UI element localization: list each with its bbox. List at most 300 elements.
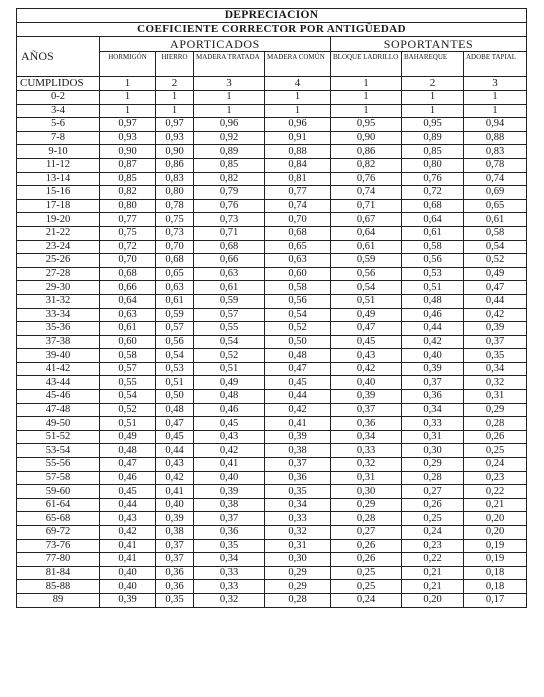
coefficient-cell: 0,24 [331,593,402,607]
coefficient-cell: 0,54 [156,349,194,363]
coefficient-cell: 0,28 [464,417,527,431]
coefficient-cell: 0,83 [156,172,194,186]
coefficient-cell: 0,25 [331,580,402,594]
coefficient-cell: 0,59 [331,254,402,268]
coefficient-cell: 0,84 [265,158,331,172]
coefficient-cell: 0,37 [265,458,331,472]
years-cell: 73-76 [17,539,100,553]
coefficient-cell: 0,60 [100,335,156,349]
coefficient-cell: 0,89 [194,145,265,159]
coefficient-cell: 0,56 [331,267,402,281]
years-cell: 57-58 [17,471,100,485]
coefficient-cell: 0,42 [194,444,265,458]
coefficient-cell: 0,65 [464,199,527,213]
years-cell: 21-22 [17,226,100,240]
coefficient-cell: 0,92 [194,131,265,145]
coefficient-cell: 0,33 [194,580,265,594]
coefficient-cell: 0,90 [100,145,156,159]
coefficient-cell: 1 [194,104,265,118]
coefficient-cell: 0,49 [331,308,402,322]
table-row [17,444,527,458]
coefficient-cell: 0,97 [100,118,156,132]
coefficient-cell: 0,29 [402,458,464,472]
table-row [17,213,527,227]
coefficient-cell: 0,22 [402,553,464,567]
coefficient-cell: 0,26 [331,553,402,567]
coefficient-cell: 0,69 [464,186,527,200]
coefficient-cell: 0,88 [265,145,331,159]
column-number: 3 [464,77,527,91]
coefficient-cell: 0,47 [100,458,156,472]
coefficient-cell: 0,86 [156,158,194,172]
coefficient-cell: 0,58 [402,240,464,254]
years-cell: 27-28 [17,267,100,281]
cumplidos-header: CUMPLIDOS [17,77,100,91]
years-cell: 39-40 [17,349,100,363]
coefficient-cell: 0,87 [100,158,156,172]
coefficient-cell: 0,41 [194,458,265,472]
coefficient-cell: 0,54 [265,308,331,322]
coefficient-cell: 0,80 [402,158,464,172]
coefficient-cell: 0,58 [100,349,156,363]
coefficient-cell: 0,39 [100,593,156,607]
years-cell: 15-16 [17,186,100,200]
coefficient-cell: 0,79 [194,186,265,200]
coefficient-cell: 0,74 [464,172,527,186]
coefficient-cell: 0,38 [194,498,265,512]
coefficient-cell: 0,80 [100,199,156,213]
coefficient-cell: 0,63 [100,308,156,322]
coefficient-cell: 0,45 [156,430,194,444]
years-cell: 89 [17,593,100,607]
coefficient-cell: 0,76 [331,172,402,186]
coefficient-cell: 0,37 [331,403,402,417]
coefficient-cell: 0,33 [265,512,331,526]
years-cell: 51-52 [17,430,100,444]
coefficient-cell: 0,56 [265,294,331,308]
column-number: 4 [265,77,331,91]
table-row [17,580,527,594]
coefficient-cell: 0,27 [331,526,402,540]
coefficient-cell: 0,27 [402,485,464,499]
coefficient-cell: 1 [331,104,402,118]
coefficient-cell: 0,20 [464,526,527,540]
coefficient-cell: 0,30 [331,485,402,499]
coefficient-cell: 0,81 [265,172,331,186]
coefficient-cell: 0,97 [156,118,194,132]
table-title: DEPRECIACIÓN [17,9,527,23]
coefficient-cell: 0,72 [402,186,464,200]
coefficient-cell: 0,39 [331,390,402,404]
table-subtitle: COEFICIENTE CORRECTOR POR ANTIGÜEDAD [17,23,527,37]
coefficient-cell: 0,61 [156,294,194,308]
years-cell: 69-72 [17,526,100,540]
coefficient-cell: 0,41 [100,553,156,567]
coefficient-cell: 0,46 [402,308,464,322]
coefficient-cell: 0,61 [402,226,464,240]
coefficient-cell: 0,36 [194,526,265,540]
coefficient-cell: 0,45 [100,485,156,499]
coefficient-cell: 0,80 [156,186,194,200]
coefficient-cell: 0,26 [402,498,464,512]
table-row [17,308,527,322]
table-row [17,145,527,159]
coefficient-cell: 0,25 [402,512,464,526]
coefficient-cell: 0,21 [402,580,464,594]
table-row [17,91,527,105]
table-row [17,186,527,200]
column-header-madera-comun: MADERA COMÚN [265,52,331,77]
coefficient-cell: 0,23 [464,471,527,485]
table-row [17,362,527,376]
table-row [17,512,527,526]
years-cell: 3-4 [17,104,100,118]
coefficient-cell: 0,59 [194,294,265,308]
table-row [17,539,527,553]
coefficient-cell: 0,76 [402,172,464,186]
coefficient-cell: 0,90 [331,131,402,145]
aporticados-group-header: APORTICADOS [100,37,331,52]
column-header-bahareque: BAHAREQUE [402,52,464,77]
table-row [17,104,527,118]
coefficient-cell: 1 [464,104,527,118]
coefficient-cell: 0,24 [464,458,527,472]
table-row [17,566,527,580]
coefficient-cell: 0,31 [464,390,527,404]
coefficient-cell: 0,52 [464,254,527,268]
depreciation-sheet [16,8,526,608]
coefficient-cell: 0,36 [156,566,194,580]
coefficient-cell: 0,46 [194,403,265,417]
table-row [17,390,527,404]
column-number: 2 [402,77,464,91]
column-number: 3 [194,77,265,91]
coefficient-cell: 0,28 [265,593,331,607]
coefficient-cell: 0,57 [194,308,265,322]
years-cell: 7-8 [17,131,100,145]
coefficient-cell: 0,64 [402,213,464,227]
coefficient-cell: 0,54 [100,390,156,404]
coefficient-cell: 0,20 [402,593,464,607]
coefficient-cell: 0,58 [265,281,331,295]
coefficient-cell: 0,43 [194,430,265,444]
coefficient-cell: 0,19 [464,553,527,567]
coefficient-cell: 0,34 [402,403,464,417]
table-row [17,458,527,472]
coefficient-cell: 0,43 [331,349,402,363]
coefficient-cell: 1 [331,91,402,105]
coefficient-cell: 0,26 [464,430,527,444]
coefficient-cell: 0,18 [464,580,527,594]
coefficient-cell: 0,40 [402,349,464,363]
coefficient-cell: 0,95 [331,118,402,132]
coefficient-cell: 0,39 [464,322,527,336]
years-cell: 81-84 [17,566,100,580]
coefficient-cell: 0,44 [156,444,194,458]
coefficient-cell: 0,32 [265,526,331,540]
coefficient-cell: 0,63 [156,281,194,295]
coefficient-cell: 0,40 [100,580,156,594]
coefficient-cell: 0,44 [265,390,331,404]
years-cell: 5-6 [17,118,100,132]
coefficient-cell: 0,38 [156,526,194,540]
years-cell: 45-46 [17,390,100,404]
years-cell: 47-48 [17,403,100,417]
coefficient-cell: 0,45 [265,376,331,390]
table-row [17,322,527,336]
coefficient-cell: 0,43 [100,512,156,526]
coefficient-cell: 0,77 [100,213,156,227]
coefficient-cell: 1 [156,91,194,105]
coefficient-cell: 0,59 [156,308,194,322]
coefficient-cell: 0,74 [331,186,402,200]
coefficient-cell: 0,39 [265,430,331,444]
coefficient-cell: 0,70 [265,213,331,227]
table-row [17,199,527,213]
coefficient-cell: 0,52 [265,322,331,336]
coefficient-cell: 0,36 [156,580,194,594]
coefficient-cell: 0,21 [464,498,527,512]
coefficient-cell: 0,73 [194,213,265,227]
years-cell: 35-36 [17,322,100,336]
years-cell: 9-10 [17,145,100,159]
coefficient-cell: 0,17 [464,593,527,607]
coefficient-cell: 0,75 [100,226,156,240]
coefficient-cell: 0,61 [331,240,402,254]
coefficient-cell: 0,22 [464,485,527,499]
column-header-hormigon: HORMIGÓN [100,52,156,77]
coefficient-cell: 0,95 [402,118,464,132]
coefficient-cell: 0,74 [265,199,331,213]
coefficient-cell: 0,30 [265,553,331,567]
coefficient-cell: 0,24 [402,526,464,540]
coefficient-cell: 0,39 [402,362,464,376]
coefficient-cell: 0,40 [156,498,194,512]
table-row [17,335,527,349]
coefficient-cell: 1 [265,91,331,105]
years-cell: 85-88 [17,580,100,594]
coefficient-cell: 0,70 [100,254,156,268]
coefficient-cell: 0,42 [331,362,402,376]
years-cell: 0-2 [17,91,100,105]
coefficient-cell: 0,77 [265,186,331,200]
coefficient-cell: 0,71 [194,226,265,240]
coefficient-cell: 0,47 [331,322,402,336]
coefficient-cell: 0,35 [156,593,194,607]
coefficient-cell: 0,51 [156,376,194,390]
coefficient-cell: 0,39 [194,485,265,499]
coefficient-cell: 0,73 [156,226,194,240]
coefficient-cell: 0,63 [194,267,265,281]
anos-header: AÑOS [17,37,100,77]
coefficient-cell: 0,41 [100,539,156,553]
coefficient-cell: 0,58 [464,226,527,240]
coefficient-cell: 0,93 [156,131,194,145]
coefficient-cell: 0,34 [265,498,331,512]
coefficient-cell: 0,71 [331,199,402,213]
coefficient-cell: 0,51 [100,417,156,431]
years-cell: 25-26 [17,254,100,268]
coefficient-cell: 0,67 [331,213,402,227]
coefficient-cell: 1 [265,104,331,118]
coefficient-cell: 0,49 [100,430,156,444]
coefficient-cell: 1 [402,91,464,105]
years-cell: 29-30 [17,281,100,295]
coefficient-cell: 0,82 [100,186,156,200]
years-cell: 13-14 [17,172,100,186]
coefficient-cell: 0,25 [464,444,527,458]
coefficient-cell: 0,47 [156,417,194,431]
column-header-madera-tratada: MADERA TRATADA [194,52,265,77]
coefficient-cell: 0,52 [100,403,156,417]
coefficient-cell: 0,29 [265,580,331,594]
coefficient-cell: 0,32 [464,376,527,390]
coefficient-cell: 0,64 [331,226,402,240]
coefficient-cell: 0,38 [265,444,331,458]
coefficient-cell: 0,32 [331,458,402,472]
table-row [17,118,527,132]
coefficient-cell: 0,45 [331,335,402,349]
coefficient-cell: 0,42 [464,308,527,322]
coefficient-cell: 0,34 [464,362,527,376]
table-row [17,593,527,607]
coefficient-cell: 0,78 [464,158,527,172]
coefficient-cell: 0,68 [100,267,156,281]
coefficient-cell: 1 [194,91,265,105]
coefficient-cell: 0,43 [156,458,194,472]
coefficient-cell: 0,48 [402,294,464,308]
years-cell: 33-34 [17,308,100,322]
coefficient-cell: 0,31 [331,471,402,485]
coefficient-cell: 0,42 [156,471,194,485]
coefficient-cell: 0,31 [402,430,464,444]
coefficient-cell: 0,82 [194,172,265,186]
coefficient-cell: 0,94 [464,118,527,132]
coefficient-cell: 0,85 [194,158,265,172]
coefficient-cell: 0,78 [156,199,194,213]
coefficient-cell: 0,36 [265,471,331,485]
years-cell: 11-12 [17,158,100,172]
column-header-bloque-ladrillo: BLOQUE LADRILLO [331,52,402,77]
table-row [17,294,527,308]
coefficient-cell: 0,50 [265,335,331,349]
coefficient-cell: 1 [100,91,156,105]
coefficient-cell: 0,83 [464,145,527,159]
coefficient-cell: 0,36 [331,417,402,431]
coefficient-cell: 0,40 [194,471,265,485]
coefficient-cell: 0,26 [331,539,402,553]
coefficient-cell: 0,39 [156,512,194,526]
coefficient-cell: 0,35 [194,539,265,553]
table-row [17,158,527,172]
depreciation-table [16,8,527,608]
coefficient-cell: 0,37 [464,335,527,349]
table-row [17,240,527,254]
coefficient-cell: 1 [100,104,156,118]
coefficient-cell: 0,53 [402,267,464,281]
coefficient-cell: 0,44 [402,322,464,336]
table-row [17,267,527,281]
table-row [17,226,527,240]
coefficient-cell: 0,37 [156,553,194,567]
coefficient-cell: 0,63 [265,254,331,268]
coefficient-cell: 0,28 [402,471,464,485]
coefficient-cell: 0,51 [402,281,464,295]
coefficient-cell: 0,68 [402,199,464,213]
coefficient-cell: 0,51 [194,362,265,376]
coefficient-cell: 0,65 [156,267,194,281]
coefficient-cell: 0,37 [402,376,464,390]
coefficient-cell: 0,86 [331,145,402,159]
coefficient-cell: 0,36 [402,390,464,404]
coefficient-cell: 0,31 [265,539,331,553]
years-cell: 53-54 [17,444,100,458]
coefficient-cell: 0,57 [100,362,156,376]
coefficient-cell: 0,48 [265,349,331,363]
table-row [17,349,527,363]
coefficient-cell: 0,40 [331,376,402,390]
coefficient-cell: 0,53 [156,362,194,376]
years-cell: 49-50 [17,417,100,431]
coefficient-cell: 0,47 [464,281,527,295]
table-row [17,498,527,512]
coefficient-cell: 0,23 [402,539,464,553]
coefficient-cell: 0,56 [402,254,464,268]
table-row [17,417,527,431]
coefficient-cell: 0,72 [100,240,156,254]
years-cell: 31-32 [17,294,100,308]
coefficient-cell: 0,54 [194,335,265,349]
coefficient-cell: 0,33 [194,566,265,580]
coefficient-cell: 0,48 [156,403,194,417]
coefficient-cell: 0,34 [331,430,402,444]
years-cell: 23-24 [17,240,100,254]
coefficient-cell: 0,29 [265,566,331,580]
coefficient-cell: 0,64 [100,294,156,308]
coefficient-cell: 0,37 [156,539,194,553]
years-cell: 77-80 [17,553,100,567]
coefficient-cell: 0,50 [156,390,194,404]
coefficient-cell: 0,61 [194,281,265,295]
table-body [17,91,527,608]
coefficient-cell: 0,85 [402,145,464,159]
table-row [17,471,527,485]
coefficient-cell: 0,48 [100,444,156,458]
coefficient-cell: 0,34 [194,553,265,567]
table-row [17,430,527,444]
coefficient-cell: 0,37 [194,512,265,526]
coefficient-cell: 0,54 [331,281,402,295]
table-row [17,553,527,567]
coefficient-cell: 0,76 [194,199,265,213]
coefficient-cell: 0,47 [265,362,331,376]
coefficient-cell: 0,20 [464,512,527,526]
coefficient-cell: 0,40 [100,566,156,580]
coefficient-cell: 0,55 [194,322,265,336]
coefficient-cell: 0,90 [156,145,194,159]
coefficient-cell: 0,41 [265,417,331,431]
table-row [17,254,527,268]
coefficient-cell: 0,45 [194,417,265,431]
coefficient-cell: 0,41 [156,485,194,499]
coefficient-cell: 0,61 [100,322,156,336]
table-row [17,526,527,540]
coefficient-cell: 0,30 [402,444,464,458]
coefficient-cell: 0,66 [194,254,265,268]
coefficient-cell: 0,88 [464,131,527,145]
coefficient-cell: 0,49 [194,376,265,390]
years-cell: 43-44 [17,376,100,390]
